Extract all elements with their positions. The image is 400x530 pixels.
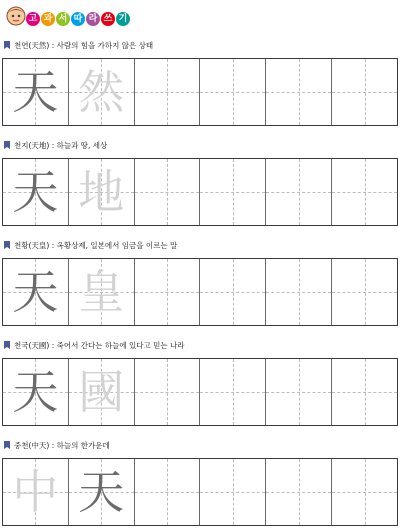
writing-cell[interactable] [69,59,135,125]
writing-cell[interactable] [332,359,397,425]
practice-section [0,338,400,430]
model-hanja: 天 [12,365,59,419]
writing-cell[interactable] [332,259,397,325]
writing-cell[interactable] [332,59,397,125]
tracing-hanja: 然 [78,65,125,119]
mascot-icon [4,4,28,28]
practice-section [0,238,400,330]
model-hanja: 天 [12,165,59,219]
writing-cell[interactable] [135,459,201,525]
word-label [4,38,153,52]
logo-syllable: 서 [56,12,70,26]
practice-section [0,438,400,530]
tracing-hanja: 中 [12,465,59,519]
logo [4,4,128,30]
word-definition: 천지(天地) : 하늘과 땅, 세상 [14,140,108,150]
writing-cell[interactable] [3,359,69,425]
writing-cell[interactable] [69,459,135,525]
writing-cell[interactable] [200,359,266,425]
word-label [4,238,177,252]
logo-syllable: 과 [41,12,55,26]
bookmark-icon [4,241,10,249]
writing-cell[interactable] [69,159,135,225]
writing-grid [2,258,398,326]
writing-cell[interactable] [200,159,266,225]
model-hanja: 天 [12,65,59,119]
logo-syllable: 쓰 [101,12,115,26]
model-hanja: 天 [12,265,59,319]
writing-cell[interactable] [200,59,266,125]
writing-cell[interactable] [3,259,69,325]
logo-syllable: 라 [86,12,100,26]
word-definition: 천국(天國) : 죽어서 간다는 하늘에 있다고 믿는 나라 [14,340,185,350]
word-label [4,338,184,352]
practice-section [0,38,400,130]
tracing-hanja: 地 [78,165,125,219]
logo-title [26,12,130,26]
logo-syllable: 기 [116,12,130,26]
word-definition: 천황(天皇) : 옥황상제, 일본에서 임금을 이르는 말 [14,240,178,250]
writing-cell[interactable] [266,59,332,125]
writing-cell[interactable] [69,359,135,425]
writing-cell[interactable] [3,159,69,225]
word-label [4,138,107,152]
writing-cell[interactable] [266,459,332,525]
logo-syllable: 고 [26,12,40,26]
writing-cell[interactable] [135,59,201,125]
word-definition: 중천(中天) : 하늘의 한가운데 [14,440,110,450]
writing-cell[interactable] [332,459,397,525]
writing-cell[interactable] [200,459,266,525]
tracing-hanja: 皇 [78,265,125,319]
word-definition: 천연(天然) : 사람의 힘을 가하지 않은 상태 [14,40,154,50]
writing-grid [2,158,398,226]
bookmark-icon [4,141,10,149]
writing-cell[interactable] [266,359,332,425]
tracing-hanja: 國 [78,365,125,419]
writing-cell[interactable] [332,159,397,225]
writing-cell[interactable] [3,459,69,525]
bookmark-icon [4,41,10,49]
writing-cell[interactable] [266,259,332,325]
writing-grid [2,358,398,426]
word-label [4,438,110,452]
writing-cell[interactable] [200,259,266,325]
writing-grid [2,58,398,126]
logo-syllable: 따 [71,12,85,26]
writing-grid [2,458,398,526]
model-hanja: 天 [78,465,125,519]
writing-cell[interactable] [266,159,332,225]
writing-cell[interactable] [135,259,201,325]
bookmark-icon [4,341,10,349]
bookmark-icon [4,441,10,449]
writing-cell[interactable] [135,159,201,225]
writing-cell[interactable] [135,359,201,425]
writing-cell[interactable] [69,259,135,325]
practice-section [0,138,400,230]
writing-cell[interactable] [3,59,69,125]
